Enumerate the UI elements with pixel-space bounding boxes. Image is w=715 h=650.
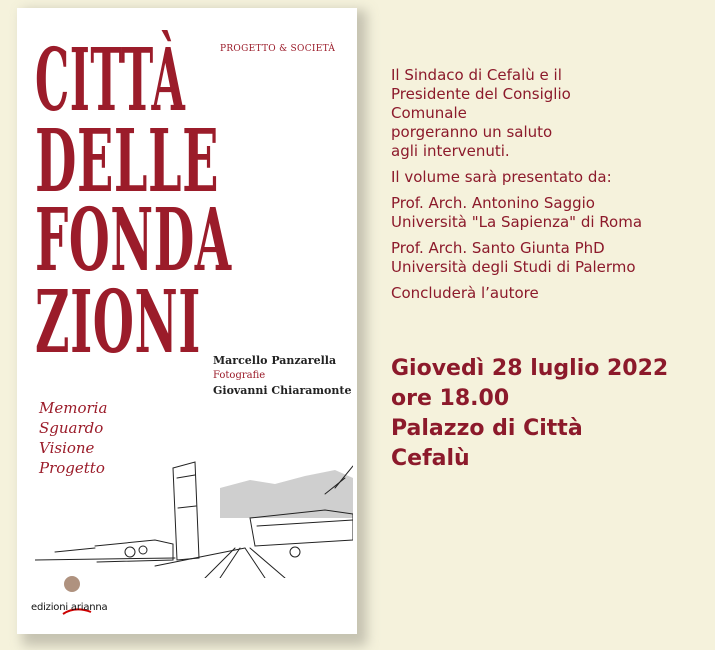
event-details — [391, 354, 711, 474]
event-time: ore 18.00 — [391, 386, 510, 411]
event-city: Cefalù — [391, 446, 470, 471]
event-date: Giovedì 28 luglio 2022 — [391, 356, 669, 381]
cover-photographer: Giovanni Chiaramonte — [213, 384, 352, 397]
series-label: PROGETTO & SOCIETÀ — [220, 44, 336, 54]
greeting-line: Comunale — [391, 104, 467, 122]
greeting-line: agli intervenuti. — [391, 142, 510, 160]
cover-photo-label: Fotografie — [213, 370, 266, 381]
greeting-paragraph — [391, 66, 711, 161]
cover-title-line-2: DELLE — [35, 111, 220, 212]
speaker-2-name: Prof. Arch. Santo Giunta PhD — [391, 239, 605, 257]
greeting-line: Presidente del Consiglio — [391, 85, 571, 103]
book-cover — [17, 8, 357, 634]
event-info-text — [391, 66, 711, 310]
subtitle-line: Sguardo — [39, 419, 104, 437]
speaker-1 — [391, 194, 711, 232]
event-venue: Palazzo di Città — [391, 416, 583, 441]
speaker-1-affiliation: Università "La Sapienza" di Roma — [391, 213, 643, 231]
publisher-name: edizioni arianna — [31, 602, 108, 613]
subtitle-line: Visione — [39, 439, 95, 457]
speaker-2 — [391, 239, 711, 277]
speaker-2-affiliation: Università degli Studi di Palermo — [391, 258, 636, 276]
cover-title-line-4: ZIONI — [35, 272, 201, 373]
cover-title-line-1: CITTÀ — [35, 30, 186, 131]
city-sketch-illustration — [35, 448, 353, 578]
cover-title-line-3: FONDA — [35, 190, 232, 291]
closing-note: Concluderà l’autore — [391, 284, 539, 302]
speaker-1-name: Prof. Arch. Antonino Saggio — [391, 194, 595, 212]
cover-author: Marcello Panzarella — [213, 354, 337, 367]
greeting-line: Il Sindaco di Cefalù e il — [391, 66, 562, 84]
subtitle-line: Progetto — [39, 459, 105, 477]
subtitle-line: Memoria — [39, 399, 108, 417]
greeting-line: porgeranno un saluto — [391, 123, 553, 141]
presented-by: Il volume sarà presentato da: — [391, 168, 612, 186]
